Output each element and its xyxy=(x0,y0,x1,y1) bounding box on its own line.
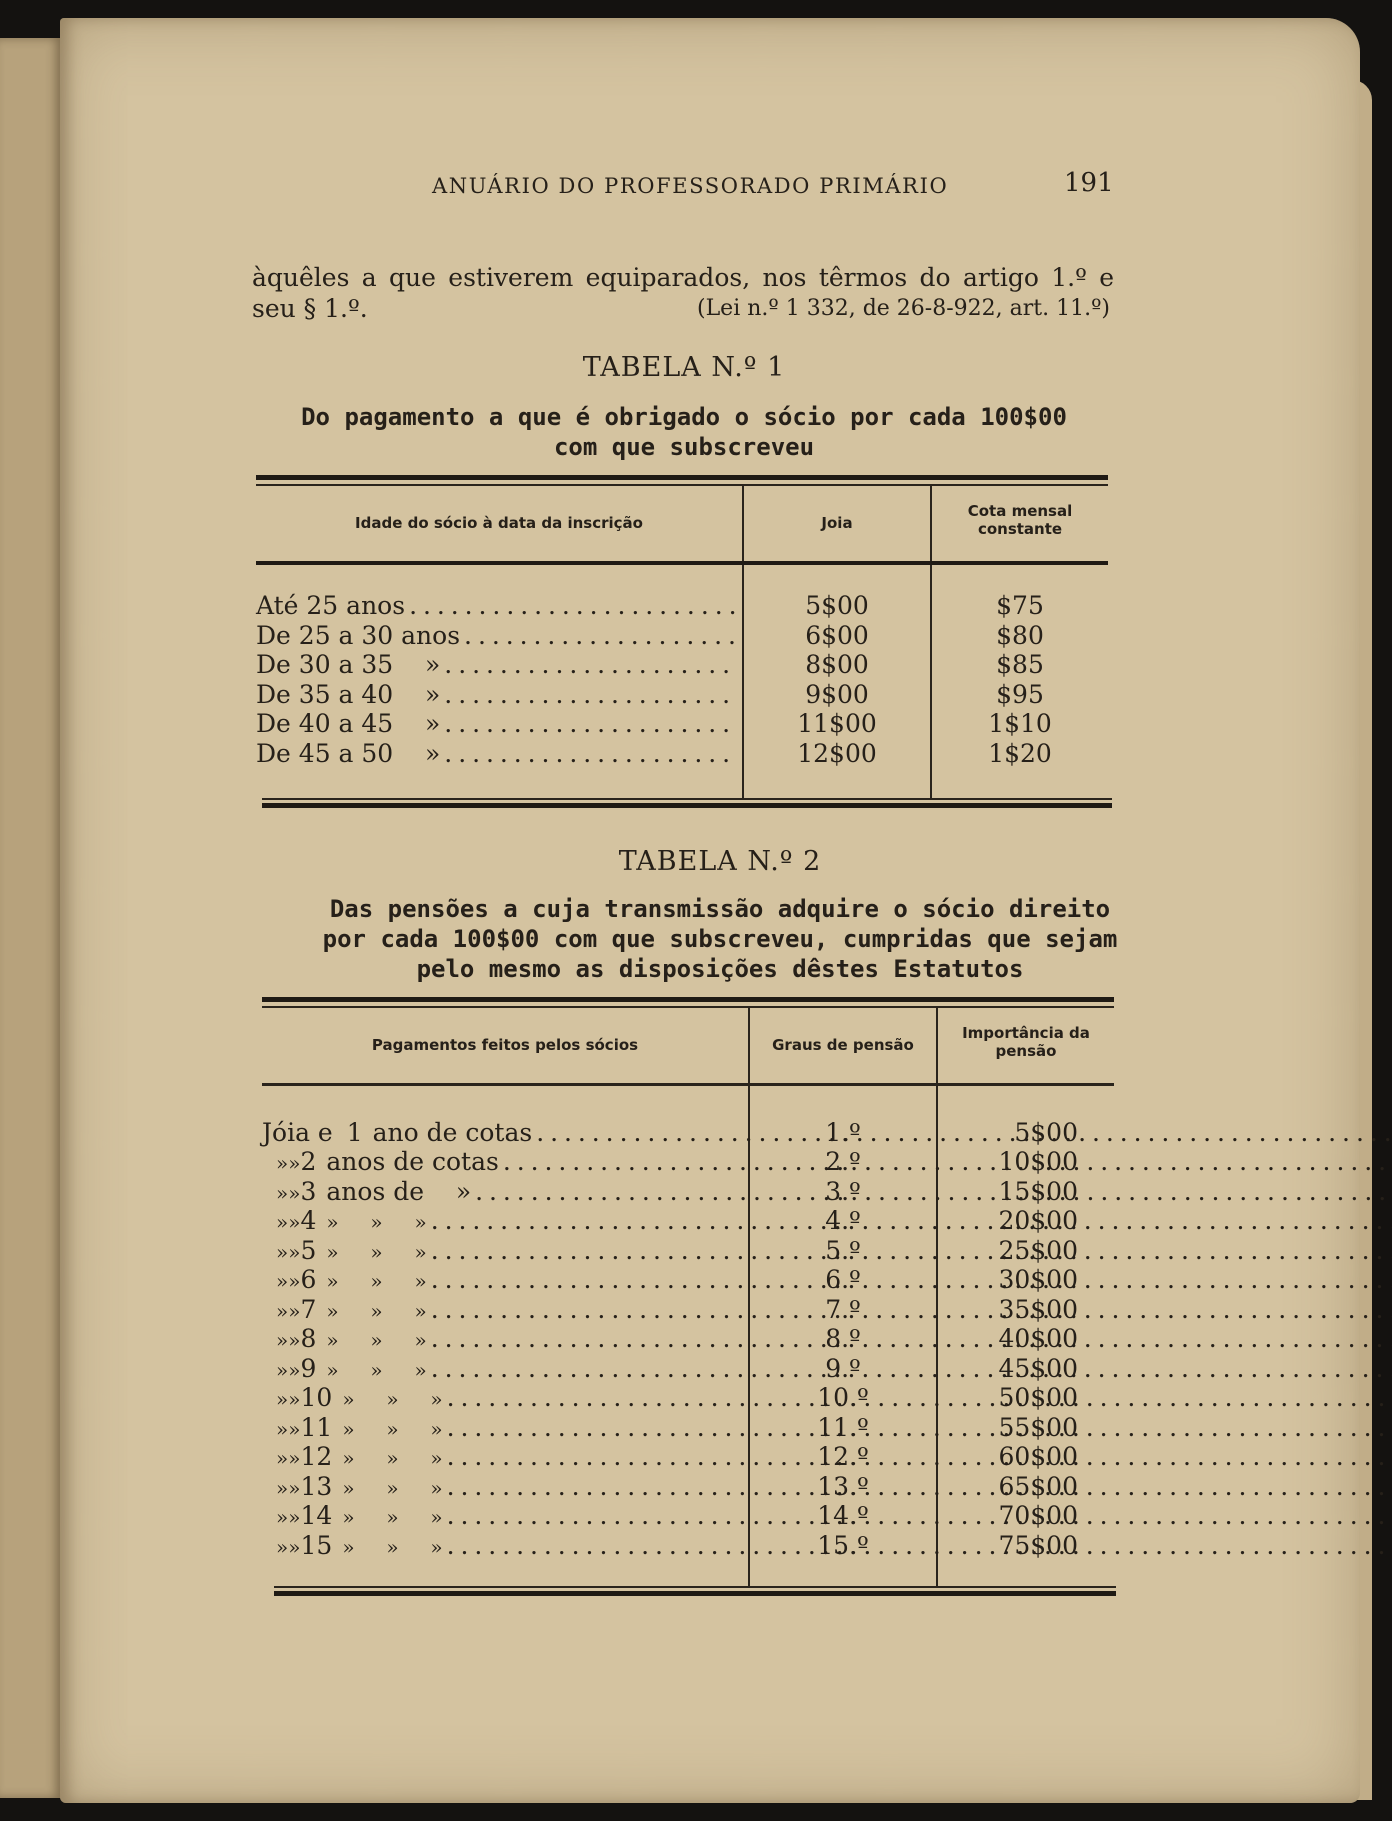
table2-payment-n: 7 xyxy=(300,1295,317,1324)
table2-subtitle xyxy=(290,894,1150,984)
table2-payment-a: » xyxy=(276,1476,289,1500)
table2-grau: 7.º xyxy=(825,1295,861,1324)
table2-payment-b: » xyxy=(288,1269,301,1293)
table2-top-rule-inner xyxy=(262,1006,1114,1008)
table2-valor: 30$00 xyxy=(998,1265,1078,1294)
table2-payment-unit: » » » xyxy=(342,1417,443,1441)
table2-row-payment xyxy=(262,1501,744,1531)
leader-dots xyxy=(444,739,738,769)
table1-top-rule xyxy=(256,475,1108,480)
table2-payment-unit: anos de » xyxy=(326,1177,472,1206)
table2-grau: 10.º xyxy=(817,1383,869,1412)
law-citation: (Lei n.º 1 332, de 26-8-922, art. 11.º) xyxy=(696,296,1110,321)
table2-valor: 50$00 xyxy=(998,1383,1078,1412)
table1-joia: 5$00 xyxy=(805,591,869,620)
leader-dots xyxy=(444,650,738,680)
table2-payment-b: » xyxy=(288,1210,301,1234)
table1-bottom-rule xyxy=(262,803,1112,808)
table1-age: De 25 a 30 anos xyxy=(256,621,461,650)
table1-age: Até 25 anos xyxy=(256,591,406,620)
table2-grau: 1.º xyxy=(825,1118,861,1147)
table2-row-payment xyxy=(262,1531,744,1561)
table1-age: De 45 a 50 » xyxy=(256,739,441,768)
intro-paragraph xyxy=(252,262,1114,324)
table2-payment-n: 11 xyxy=(300,1413,333,1442)
intro-line-2-left: seu § 1.º. xyxy=(252,294,368,323)
table1-col-cota-header xyxy=(932,502,1108,538)
table2-payment-unit: » » » xyxy=(342,1505,443,1529)
table2-col-importancia-header xyxy=(938,1024,1114,1060)
table2-payment-n: 15 xyxy=(300,1531,333,1560)
table1-subtitle-line-2: com que subscreveu xyxy=(553,433,815,461)
table2-grau: 5.º xyxy=(825,1236,861,1265)
table2-payment-b: » xyxy=(288,1240,301,1264)
table2-payment-b: » xyxy=(288,1387,301,1411)
table2-payment-n: 8 xyxy=(300,1324,317,1353)
table2-payment-b: » xyxy=(288,1417,301,1441)
table2-payment-b: » xyxy=(288,1358,301,1382)
table1-age: De 30 a 35 » xyxy=(256,650,441,679)
table2-payment-b: » xyxy=(288,1446,301,1470)
table2-bottom-rule xyxy=(274,1591,1116,1596)
table2-payment-a: » xyxy=(276,1269,289,1293)
table2-payment-a: » xyxy=(276,1446,289,1470)
running-title: ANUÁRIO DO PROFESSORADO PRIMÁRIO xyxy=(432,174,949,198)
table1-row-age xyxy=(256,591,738,621)
table2-payment-unit: » » » xyxy=(342,1387,443,1411)
table2-payment-b: » xyxy=(288,1505,301,1529)
table2-valor: 60$00 xyxy=(998,1442,1078,1471)
table2-header-rule xyxy=(262,1083,1114,1086)
table2-payment-unit: » » » xyxy=(326,1358,427,1382)
table2-payment-n: 14 xyxy=(300,1501,333,1530)
table2-grau: 4.º xyxy=(825,1206,861,1235)
table1-col-cota-header-line-1: Cota mensal xyxy=(967,502,1073,520)
table2-valor: 70$00 xyxy=(998,1501,1078,1530)
table1-subtitle xyxy=(254,402,1114,462)
table2-payment-n: 6 xyxy=(300,1265,317,1294)
table2-payment-n: 4 xyxy=(300,1206,317,1235)
table2-subtitle-line-2: por cada 100$00 com que subscreveu, cumpridas que sejam xyxy=(322,925,1118,953)
table2-row-payment xyxy=(262,1383,744,1413)
table1-row-age xyxy=(256,709,738,739)
table2-row-payment xyxy=(262,1236,744,1266)
table2-row-payment xyxy=(262,1472,744,1502)
table2-payment-a: » xyxy=(276,1210,289,1234)
table1-cota: $85 xyxy=(996,650,1044,679)
table2-col-importancia-header-line-1: Importância da xyxy=(962,1024,1090,1042)
table1-row-age xyxy=(256,621,738,651)
table2-payment-a: » xyxy=(276,1505,289,1529)
table1-cota: 1$10 xyxy=(988,709,1052,738)
table2-payment-n: 1 xyxy=(346,1118,363,1147)
table2-row-payment xyxy=(262,1147,744,1177)
table2-title: TABELA N.º 2 xyxy=(618,846,822,877)
table1-cota: $75 xyxy=(996,591,1044,620)
table2-top-rule xyxy=(262,997,1114,1002)
table2-payment-n: 13 xyxy=(300,1472,333,1501)
table1-cota: $80 xyxy=(996,621,1044,650)
table1-title: TABELA N.º 1 xyxy=(582,352,786,383)
table2-grau: 12.º xyxy=(817,1442,869,1471)
table2-valor: 15$00 xyxy=(998,1177,1078,1206)
table2-payment-n: 5 xyxy=(300,1236,317,1265)
table2-row-payment xyxy=(262,1177,744,1207)
table2-valor: 35$00 xyxy=(998,1295,1078,1324)
table2-payment-a: » xyxy=(276,1240,289,1264)
leader-dots xyxy=(409,591,738,621)
table2-valor: 65$00 xyxy=(998,1472,1078,1501)
table1-col-age-header: Idade do sócio à data da inscrição xyxy=(355,514,643,532)
table2-payment-unit: » » » xyxy=(342,1446,443,1470)
intro-line-1: àquêles a que estiverem equiparados, nos têrmos do artigo 1.º e xyxy=(252,263,1114,292)
table2-payment-a: » xyxy=(276,1181,289,1205)
table2-grau: 11.º xyxy=(817,1413,869,1442)
table2-valor: 55$00 xyxy=(998,1413,1078,1442)
table1-joia: 11$00 xyxy=(797,709,877,738)
table2-payment-n: 10 xyxy=(300,1383,333,1412)
page-number: 191 xyxy=(1064,168,1114,198)
table2-valor: 20$00 xyxy=(998,1206,1078,1235)
table2-valor: 5$00 xyxy=(1014,1118,1078,1147)
table1-col-cota-header-line-2: constante xyxy=(977,520,1063,538)
table2-valor: 10$00 xyxy=(998,1147,1078,1176)
table2-payment-a: » xyxy=(276,1358,289,1382)
table2-col-payments-header: Pagamentos feitos pelos sócios xyxy=(371,1036,639,1054)
table2-payment-unit: » » » xyxy=(326,1328,427,1352)
table1-age: De 35 a 40 » xyxy=(256,680,441,709)
table2-payment-unit: ano de cotas xyxy=(372,1118,533,1147)
table2-valor: 25$00 xyxy=(998,1236,1078,1265)
table2-valor: 40$00 xyxy=(998,1324,1078,1353)
table2-payment-a: » xyxy=(276,1387,289,1411)
table2-payment-unit: » » » xyxy=(326,1240,427,1264)
table2-valor: 45$00 xyxy=(998,1354,1078,1383)
table2-payment-a: » xyxy=(276,1328,289,1352)
table1-cota: $95 xyxy=(996,680,1044,709)
table2-payment-b: » xyxy=(288,1151,301,1175)
table2-payment-unit: » » » xyxy=(326,1210,427,1234)
table2-bottom-rule-inner xyxy=(274,1586,1116,1588)
table2-payment-a: » xyxy=(276,1299,289,1323)
leader-dots xyxy=(444,709,738,739)
table1-joia: 12$00 xyxy=(797,739,877,768)
table2-payment-unit: » » » xyxy=(326,1299,427,1323)
table1-bottom-rule-inner xyxy=(262,798,1112,800)
table2-grau: 15.º xyxy=(817,1531,869,1560)
table2-grau: 8.º xyxy=(825,1324,861,1353)
table1-joia: 6$00 xyxy=(805,621,869,650)
table2-payment-unit: anos de cotas xyxy=(326,1147,499,1176)
table2-payment-n: 12 xyxy=(300,1442,333,1471)
table1-row-age xyxy=(256,650,738,680)
table1-row-age xyxy=(256,739,738,769)
table1-row-age xyxy=(256,680,738,710)
table2-payment-unit: » » » xyxy=(342,1535,443,1559)
table2-payment-n: 9 xyxy=(300,1354,317,1383)
leader-dots xyxy=(444,680,738,710)
table2-payment-a: Jóia e xyxy=(262,1118,333,1147)
table2-row-payment xyxy=(262,1354,744,1384)
table2-payment-b: » xyxy=(288,1535,301,1559)
table1-subtitle-line-1: Do pagamento a que é obrigado o sócio por cada 100$00 xyxy=(301,403,1067,431)
table2-payment-b: » xyxy=(288,1299,301,1323)
leader-dots xyxy=(464,621,738,651)
table2-col-grau-header: Graus de pensão xyxy=(772,1036,914,1054)
table2-payment-b: » xyxy=(288,1181,301,1205)
table2-payment-b: » xyxy=(288,1328,301,1352)
table2-payment-unit: » » » xyxy=(342,1476,443,1500)
table1-age: De 40 a 45 » xyxy=(256,709,441,738)
table1-top-rule-inner xyxy=(256,484,1108,486)
table2-row-payment xyxy=(262,1442,744,1472)
table2-grau: 14.º xyxy=(817,1501,869,1530)
table2-row-payment xyxy=(262,1206,744,1236)
table2-valor: 75$00 xyxy=(998,1531,1078,1560)
table1-header-rule xyxy=(256,561,1108,565)
table2-row-payment xyxy=(262,1413,744,1443)
table2-grau: 6.º xyxy=(825,1265,861,1294)
table2-col-importancia-header-line-2: pensão xyxy=(995,1042,1057,1060)
table2-payment-n: 3 xyxy=(300,1177,317,1206)
table2-payment-a: » xyxy=(276,1417,289,1441)
intro-line-2 xyxy=(252,293,1114,324)
table1-col-joia-header: Joia xyxy=(821,514,853,532)
table2-row-payment xyxy=(262,1324,744,1354)
table2-payment-a: » xyxy=(276,1151,289,1175)
table2-row-payment xyxy=(262,1295,744,1325)
table2-grau: 2.º xyxy=(825,1147,861,1176)
table2-grau: 3.º xyxy=(825,1177,861,1206)
table2-payment-unit: » » » xyxy=(326,1269,427,1293)
table2-grau: 9.º xyxy=(825,1354,861,1383)
table1-cota: 1$20 xyxy=(988,739,1052,768)
table2-row-payment xyxy=(262,1265,744,1295)
table2-row-payment xyxy=(262,1118,744,1148)
table2-payment-n: 2 xyxy=(300,1147,317,1176)
table2-subtitle-line-1: Das pensões a cuja transmissão adquire o sócio direito xyxy=(329,895,1111,923)
table2-subtitle-line-3: pelo mesmo as disposições dêstes Estatutos xyxy=(416,955,1024,983)
table1-joia: 8$00 xyxy=(805,650,869,679)
table2-grau: 13.º xyxy=(817,1472,869,1501)
table2-payment-b: » xyxy=(288,1476,301,1500)
table2-payment-a: » xyxy=(276,1535,289,1559)
table1-joia: 9$00 xyxy=(805,680,869,709)
book-spine xyxy=(0,38,64,1798)
